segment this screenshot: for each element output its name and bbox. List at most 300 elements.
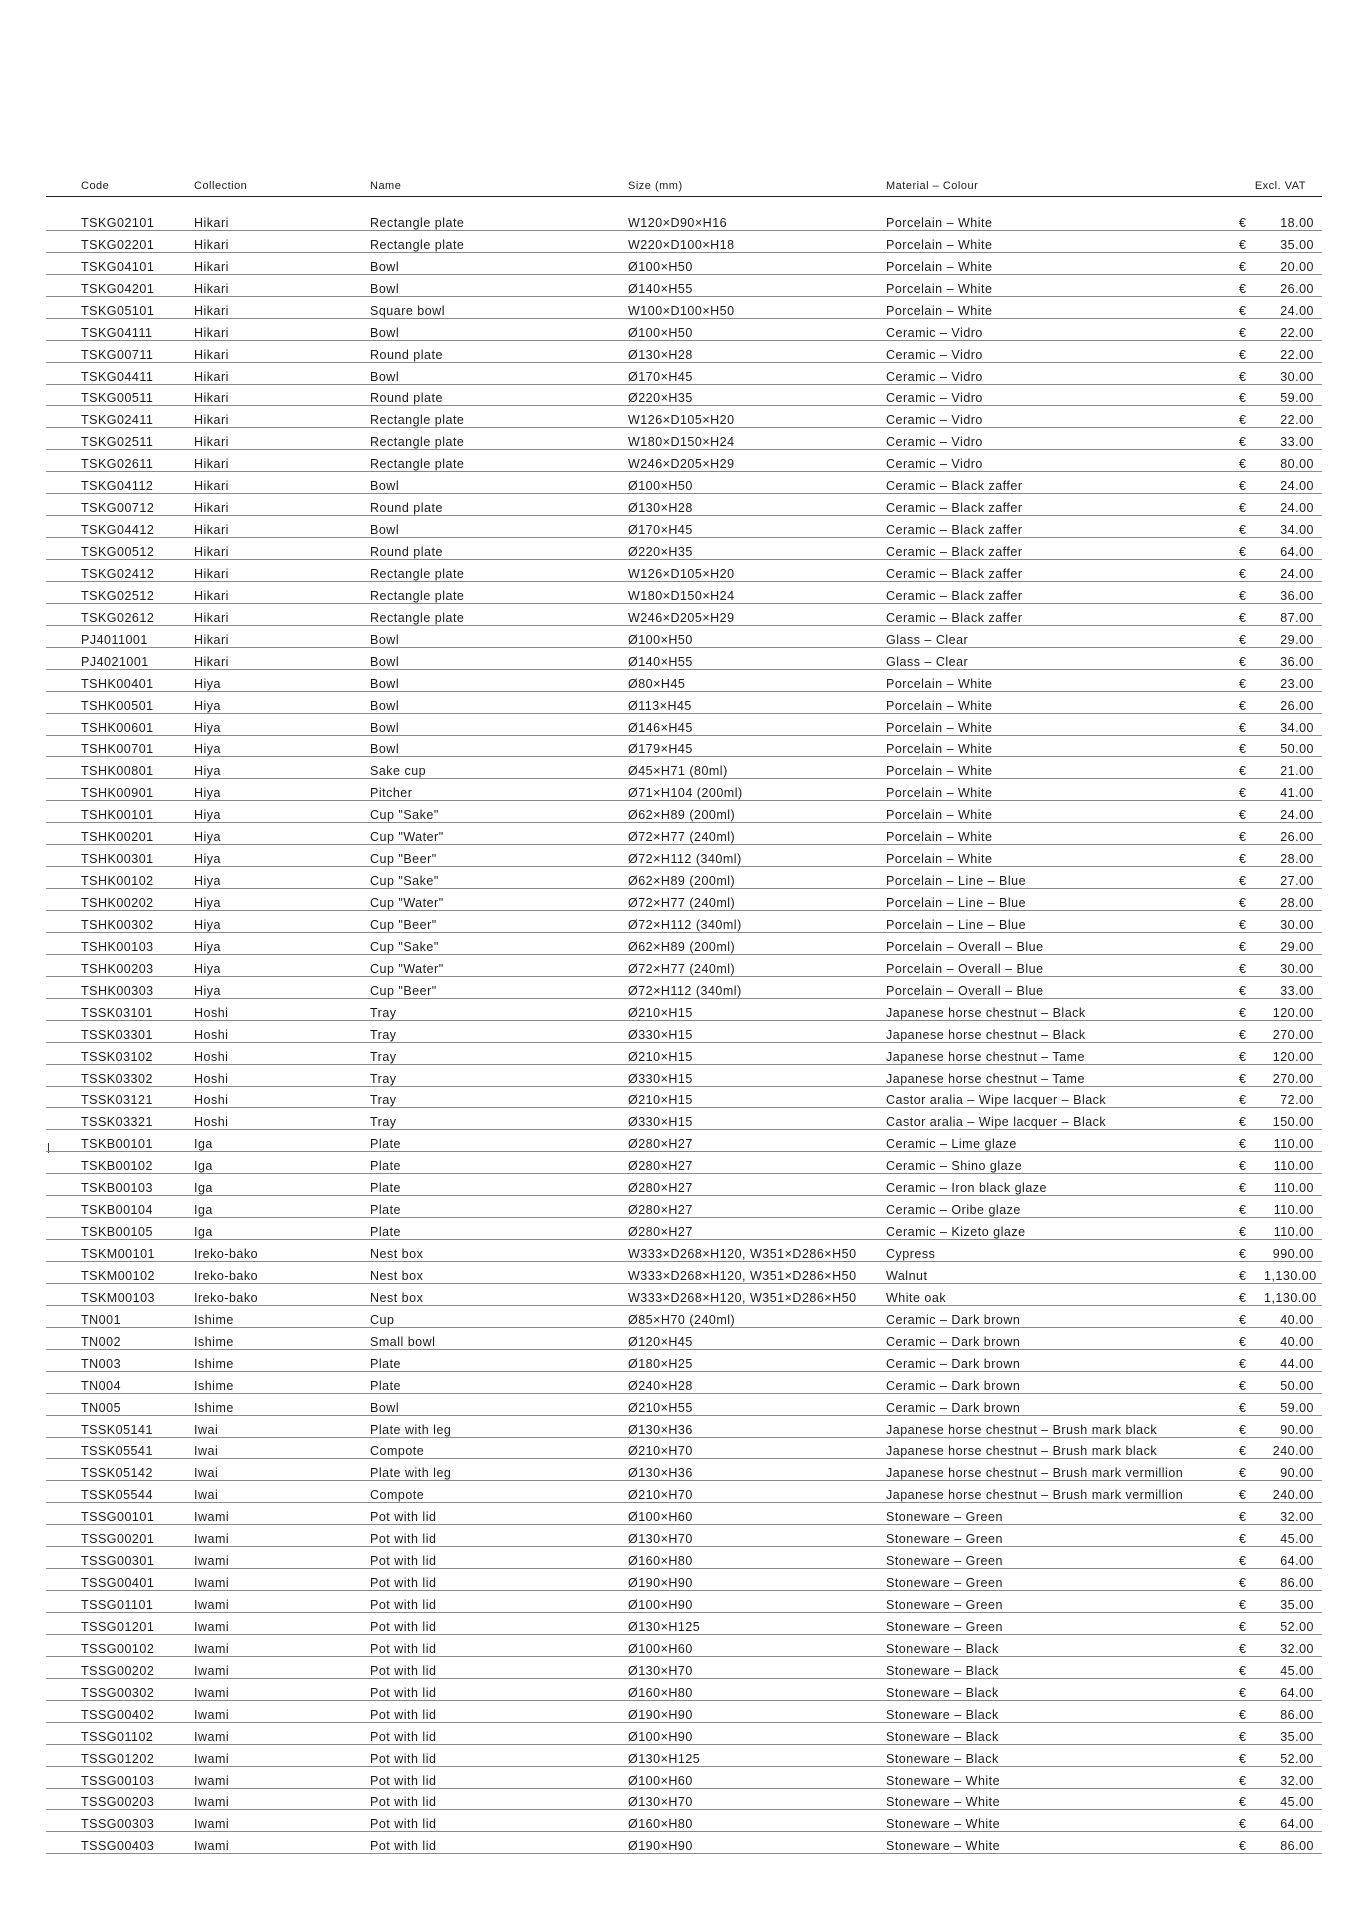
cell-name: Round plate [370,384,628,406]
cell-code: TSSK03121 [46,1086,194,1108]
cell-material: Castor aralia – Wipe lacquer – Black [886,1108,1239,1130]
table-row [46,1042,1322,1064]
cell-material: Porcelain – White [886,274,1239,296]
cell-price: 90.00 [1264,1459,1322,1481]
cell-collection: Iwami [194,1656,370,1678]
cell-collection: Iwami [194,1722,370,1744]
cell-price: 45.00 [1264,1788,1322,1810]
cell-material: Stoneware – Black [886,1722,1239,1744]
cell-collection: Iwami [194,1832,370,1854]
cell-price: 110.00 [1264,1218,1322,1240]
table-row [46,1503,1322,1525]
cell-material: Porcelain – White [886,735,1239,757]
cell-code: TSKG02411 [46,406,194,428]
cell-name: Nest box [370,1262,628,1284]
cell-code: TSHK00103 [46,932,194,954]
cell-code: TSSK03321 [46,1108,194,1130]
cell-code: TSKG02201 [46,230,194,252]
cell-price: 64.00 [1264,1678,1322,1700]
cell-price: 28.00 [1264,845,1322,867]
cell-price: 45.00 [1264,1525,1322,1547]
cell-currency: € [1239,1678,1264,1700]
cell-size: Ø45×H71 (80ml) [628,757,886,779]
cell-price: 270.00 [1264,1020,1322,1042]
cell-size: Ø280×H27 [628,1152,886,1174]
cell-name: Rectangle plate [370,603,628,625]
cell-name: Bowl [370,274,628,296]
cell-collection: Iwami [194,1613,370,1635]
cell-size: Ø160×H80 [628,1678,886,1700]
cell-currency: € [1239,779,1264,801]
table-row [46,823,1322,845]
cell-code: TSKG00711 [46,340,194,362]
cell-size: Ø130×H36 [628,1415,886,1437]
cell-currency: € [1239,1481,1264,1503]
cell-name: Rectangle plate [370,560,628,582]
column-header-name: Name [370,174,628,197]
cell-size: Ø100×H50 [628,318,886,340]
cell-collection: Iwami [194,1503,370,1525]
cell-size: Ø72×H77 (240ml) [628,954,886,976]
cell-collection: Iwami [194,1788,370,1810]
cell-price: 35.00 [1264,1722,1322,1744]
cell-currency: € [1239,1349,1264,1371]
cell-code: TSSG00402 [46,1700,194,1722]
cell-name: Pot with lid [370,1525,628,1547]
cell-collection: Ishime [194,1305,370,1327]
cell-currency: € [1239,801,1264,823]
cell-currency: € [1239,560,1264,582]
cell-material: Stoneware – Black [886,1656,1239,1678]
cell-code: TSSK03302 [46,1064,194,1086]
cell-material: Ceramic – Black zaffer [886,603,1239,625]
cell-name: Nest box [370,1240,628,1262]
cell-name: Round plate [370,340,628,362]
cell-collection: Hikari [194,274,370,296]
cell-collection: Iwami [194,1810,370,1832]
cell-price: 32.00 [1264,1634,1322,1656]
table-row [46,1591,1322,1613]
cell-name: Cup "Beer" [370,976,628,998]
cell-collection: Hiya [194,845,370,867]
table-row [46,1569,1322,1591]
table-row [46,1064,1322,1086]
cell-collection: Iwami [194,1678,370,1700]
cell-currency: € [1239,1393,1264,1415]
cell-size: Ø120×H45 [628,1327,886,1349]
cell-collection: Hiya [194,757,370,779]
cell-material: Stoneware – White [886,1788,1239,1810]
cell-collection: Iwami [194,1569,370,1591]
cell-currency: € [1239,384,1264,406]
cell-price: 36.00 [1264,647,1322,669]
table-row [46,1393,1322,1415]
cell-collection: Iwami [194,1547,370,1569]
table-row [46,1437,1322,1459]
cell-currency: € [1239,1569,1264,1591]
table-row [46,1152,1322,1174]
cell-currency: € [1239,1810,1264,1832]
cell-size: Ø130×H70 [628,1525,886,1547]
cell-size: W100×D100×H50 [628,296,886,318]
cell-material: Ceramic – Black zaffer [886,516,1239,538]
cell-price: 36.00 [1264,581,1322,603]
cell-name: Pot with lid [370,1810,628,1832]
cell-price: 29.00 [1264,625,1322,647]
cell-price: 32.00 [1264,1766,1322,1788]
cell-currency: € [1239,1064,1264,1086]
cell-material: White oak [886,1283,1239,1305]
cell-collection: Hikari [194,625,370,647]
table-row [46,560,1322,582]
cell-currency: € [1239,1283,1264,1305]
cell-currency: € [1239,1525,1264,1547]
cell-code: TSKG02612 [46,603,194,625]
cell-name: Cup "Beer" [370,911,628,933]
cell-currency: € [1239,472,1264,494]
cell-material: Ceramic – Vidro [886,384,1239,406]
cell-name: Rectangle plate [370,209,628,230]
cell-code: TSSG00201 [46,1525,194,1547]
table-row [46,1130,1322,1152]
table-row [46,691,1322,713]
cell-size: Ø130×H28 [628,340,886,362]
cell-price: 26.00 [1264,274,1322,296]
cell-price: 22.00 [1264,340,1322,362]
cell-name: Sake cup [370,757,628,779]
cell-code: TSSG00403 [46,1832,194,1854]
cell-size: Ø130×H125 [628,1744,886,1766]
table-row [46,1678,1322,1700]
cell-collection: Iga [194,1152,370,1174]
cell-collection: Hikari [194,647,370,669]
cell-name: Tray [370,1064,628,1086]
cell-price: 240.00 [1264,1437,1322,1459]
cell-price: 270.00 [1264,1064,1322,1086]
cell-price: 50.00 [1264,1371,1322,1393]
cell-price: 87.00 [1264,603,1322,625]
cell-code: TSKM00101 [46,1240,194,1262]
cell-material: Ceramic – Vidro [886,318,1239,340]
cell-size: W126×D105×H20 [628,406,886,428]
cell-material: Stoneware – Green [886,1591,1239,1613]
cell-material: Stoneware – Black [886,1744,1239,1766]
cell-price: 150.00 [1264,1108,1322,1130]
cell-name: Cup [370,1305,628,1327]
cell-price: 40.00 [1264,1305,1322,1327]
cell-material: Ceramic – Black zaffer [886,494,1239,516]
cell-material: Ceramic – Vidro [886,340,1239,362]
cell-code: TSKB00105 [46,1218,194,1240]
cell-name: Cup "Sake" [370,932,628,954]
table-row [46,1832,1322,1854]
cell-material: Porcelain – Line – Blue [886,889,1239,911]
cell-size: Ø130×H36 [628,1459,886,1481]
cell-currency: € [1239,889,1264,911]
cell-currency: € [1239,494,1264,516]
cell-code: TN002 [46,1327,194,1349]
table-row [46,296,1322,318]
cell-price: 110.00 [1264,1152,1322,1174]
cell-code: TN004 [46,1371,194,1393]
cell-code: TSKG02101 [46,209,194,230]
table-row [46,450,1322,472]
cell-currency: € [1239,406,1264,428]
cell-price: 33.00 [1264,976,1322,998]
cell-size: W180×D150×H24 [628,581,886,603]
cell-size: Ø170×H45 [628,362,886,384]
cell-size: Ø190×H90 [628,1569,886,1591]
cell-currency: € [1239,296,1264,318]
cell-size: Ø72×H77 (240ml) [628,889,886,911]
cell-size: W246×D205×H29 [628,603,886,625]
cell-currency: € [1239,209,1264,230]
cell-code: TSHK00203 [46,954,194,976]
cell-name: Pot with lid [370,1503,628,1525]
cell-size: Ø72×H112 (340ml) [628,911,886,933]
cell-currency: € [1239,428,1264,450]
cell-material: Porcelain – White [886,713,1239,735]
cell-code: TSKB00101 [46,1130,194,1152]
cell-name: Rectangle plate [370,450,628,472]
cell-name: Plate with leg [370,1459,628,1481]
cell-material: Porcelain – Line – Blue [886,911,1239,933]
cell-price: 27.00 [1264,867,1322,889]
cell-name: Compote [370,1481,628,1503]
cell-collection: Ireko-bako [194,1262,370,1284]
cell-collection: Iga [194,1130,370,1152]
cell-collection: Hiya [194,691,370,713]
table-row [46,1415,1322,1437]
cell-currency: € [1239,318,1264,340]
cell-collection: Ishime [194,1371,370,1393]
table-row [46,1240,1322,1262]
cell-currency: € [1239,1240,1264,1262]
cell-collection: Hikari [194,362,370,384]
table-row [46,1327,1322,1349]
cell-name: Tray [370,1108,628,1130]
cell-size: Ø130×H125 [628,1613,886,1635]
cell-size: Ø140×H55 [628,647,886,669]
cell-material: Stoneware – Black [886,1678,1239,1700]
cell-size: Ø130×H28 [628,494,886,516]
cell-code: TSKG04101 [46,252,194,274]
cell-price: 41.00 [1264,779,1322,801]
cell-size: Ø280×H27 [628,1196,886,1218]
cell-size: Ø180×H25 [628,1349,886,1371]
cell-price: 59.00 [1264,384,1322,406]
cell-material: Castor aralia – Wipe lacquer – Black [886,1086,1239,1108]
cell-currency: € [1239,867,1264,889]
cell-name: Round plate [370,538,628,560]
cell-currency: € [1239,976,1264,998]
cell-name: Pot with lid [370,1766,628,1788]
table-row [46,1349,1322,1371]
cell-size: W333×D268×H120, W351×D286×H50 [628,1262,886,1284]
cell-price: 24.00 [1264,801,1322,823]
cell-collection: Iga [194,1174,370,1196]
cell-collection: Hiya [194,823,370,845]
cell-currency: € [1239,932,1264,954]
cell-currency: € [1239,1591,1264,1613]
cell-name: Compote [370,1437,628,1459]
cell-name: Tray [370,1086,628,1108]
table-row [46,1613,1322,1635]
cell-material: Ceramic – Black zaffer [886,560,1239,582]
table-row [46,1810,1322,1832]
cell-material: Porcelain – White [886,252,1239,274]
cell-name: Bowl [370,735,628,757]
cell-currency: € [1239,713,1264,735]
cell-collection: Hikari [194,252,370,274]
cell-material: Ceramic – Lime glaze [886,1130,1239,1152]
cell-collection: Hikari [194,428,370,450]
cell-collection: Ishime [194,1393,370,1415]
cell-currency: € [1239,998,1264,1020]
cell-size: Ø240×H28 [628,1371,886,1393]
cell-currency: € [1239,1722,1264,1744]
table-row [46,1744,1322,1766]
cell-price: 24.00 [1264,296,1322,318]
table-row [46,1459,1322,1481]
cell-price: 33.00 [1264,428,1322,450]
cell-currency: € [1239,1415,1264,1437]
cell-currency: € [1239,1020,1264,1042]
cell-collection: Hoshi [194,1020,370,1042]
cell-name: Bowl [370,625,628,647]
cell-price: 45.00 [1264,1656,1322,1678]
table-row [46,516,1322,538]
cell-price: 28.00 [1264,889,1322,911]
cell-price: 21.00 [1264,757,1322,779]
cell-material: Japanese horse chestnut – Brush mark black [886,1437,1239,1459]
cell-price: 22.00 [1264,406,1322,428]
cell-size: Ø100×H90 [628,1591,886,1613]
cell-material: Stoneware – White [886,1832,1239,1854]
cell-price: 52.00 [1264,1744,1322,1766]
cell-size: Ø100×H60 [628,1634,886,1656]
cell-collection: Hiya [194,889,370,911]
cell-size: Ø100×H90 [628,1722,886,1744]
cell-currency: € [1239,625,1264,647]
cell-collection: Hikari [194,560,370,582]
cell-collection: Hikari [194,603,370,625]
cell-size: Ø160×H80 [628,1547,886,1569]
cell-collection: Hoshi [194,1064,370,1086]
cell-size: Ø210×H55 [628,1393,886,1415]
cell-name: Plate [370,1152,628,1174]
cell-size: Ø130×H70 [628,1788,886,1810]
cell-currency: € [1239,1305,1264,1327]
cell-material: Porcelain – White [886,691,1239,713]
table-row [46,845,1322,867]
table-row [46,603,1322,625]
cell-code: TSSK05142 [46,1459,194,1481]
cell-currency: € [1239,1634,1264,1656]
cell-collection: Hoshi [194,998,370,1020]
cell-collection: Iwami [194,1700,370,1722]
table-row [46,757,1322,779]
cell-currency: € [1239,1108,1264,1130]
cell-name: Rectangle plate [370,406,628,428]
cell-material: Stoneware – Green [886,1613,1239,1635]
cell-material: Ceramic – Oribe glaze [886,1196,1239,1218]
table-row [46,209,1322,230]
cell-code: PJ4021001 [46,647,194,669]
cell-code: TSKG02412 [46,560,194,582]
cell-collection: Hikari [194,318,370,340]
cell-name: Rectangle plate [370,230,628,252]
cell-size: Ø140×H55 [628,274,886,296]
cell-currency: € [1239,581,1264,603]
cell-material: Porcelain – Overall – Blue [886,954,1239,976]
cell-collection: Iwami [194,1525,370,1547]
cell-material: Ceramic – Black zaffer [886,538,1239,560]
cell-collection: Hikari [194,581,370,603]
cell-collection: Iwai [194,1415,370,1437]
cell-material: Ceramic – Black zaffer [886,472,1239,494]
table-row [46,625,1322,647]
cell-code: TSSK03301 [46,1020,194,1042]
cell-size: W220×D100×H18 [628,230,886,252]
cell-currency: € [1239,647,1264,669]
table-row [46,362,1322,384]
table-row [46,406,1322,428]
cell-code: TN001 [46,1305,194,1327]
cell-collection: Iwai [194,1459,370,1481]
cell-code: TSSG00102 [46,1634,194,1656]
cell-code: TSHK00101 [46,801,194,823]
cell-code: TSHK00202 [46,889,194,911]
cell-material: Ceramic – Shino glaze [886,1152,1239,1174]
cell-code: TSSG01101 [46,1591,194,1613]
cell-price: 120.00 [1264,998,1322,1020]
cell-size: Ø179×H45 [628,735,886,757]
cell-name: Pot with lid [370,1744,628,1766]
cell-name: Plate [370,1349,628,1371]
cell-material: Japanese horse chestnut – Tame [886,1064,1239,1086]
cell-material: Glass – Clear [886,647,1239,669]
cell-name: Cup "Water" [370,889,628,911]
table-row [46,932,1322,954]
cell-price: 64.00 [1264,1810,1322,1832]
cell-name: Square bowl [370,296,628,318]
cell-collection: Hikari [194,230,370,252]
table-header-row [46,174,1322,197]
table-row [46,735,1322,757]
cell-material: Ceramic – Dark brown [886,1305,1239,1327]
cell-name: Bowl [370,669,628,691]
cell-size: Ø170×H45 [628,516,886,538]
cell-price: 30.00 [1264,362,1322,384]
cell-name: Bowl [370,252,628,274]
cell-material: Ceramic – Kizeto glaze [886,1218,1239,1240]
cell-material: Stoneware – White [886,1810,1239,1832]
cell-code: TSKG04201 [46,274,194,296]
cell-size: Ø190×H90 [628,1832,886,1854]
cell-material: Cypress [886,1240,1239,1262]
cell-code: TSKM00102 [46,1262,194,1284]
cell-size: Ø72×H112 (340ml) [628,845,886,867]
cell-size: W333×D268×H120, W351×D286×H50 [628,1283,886,1305]
cell-collection: Ishime [194,1327,370,1349]
cell-collection: Hoshi [194,1108,370,1130]
cell-price: 44.00 [1264,1349,1322,1371]
cell-name: Pot with lid [370,1722,628,1744]
cell-currency: € [1239,1218,1264,1240]
table-row [46,1108,1322,1130]
cell-currency: € [1239,274,1264,296]
